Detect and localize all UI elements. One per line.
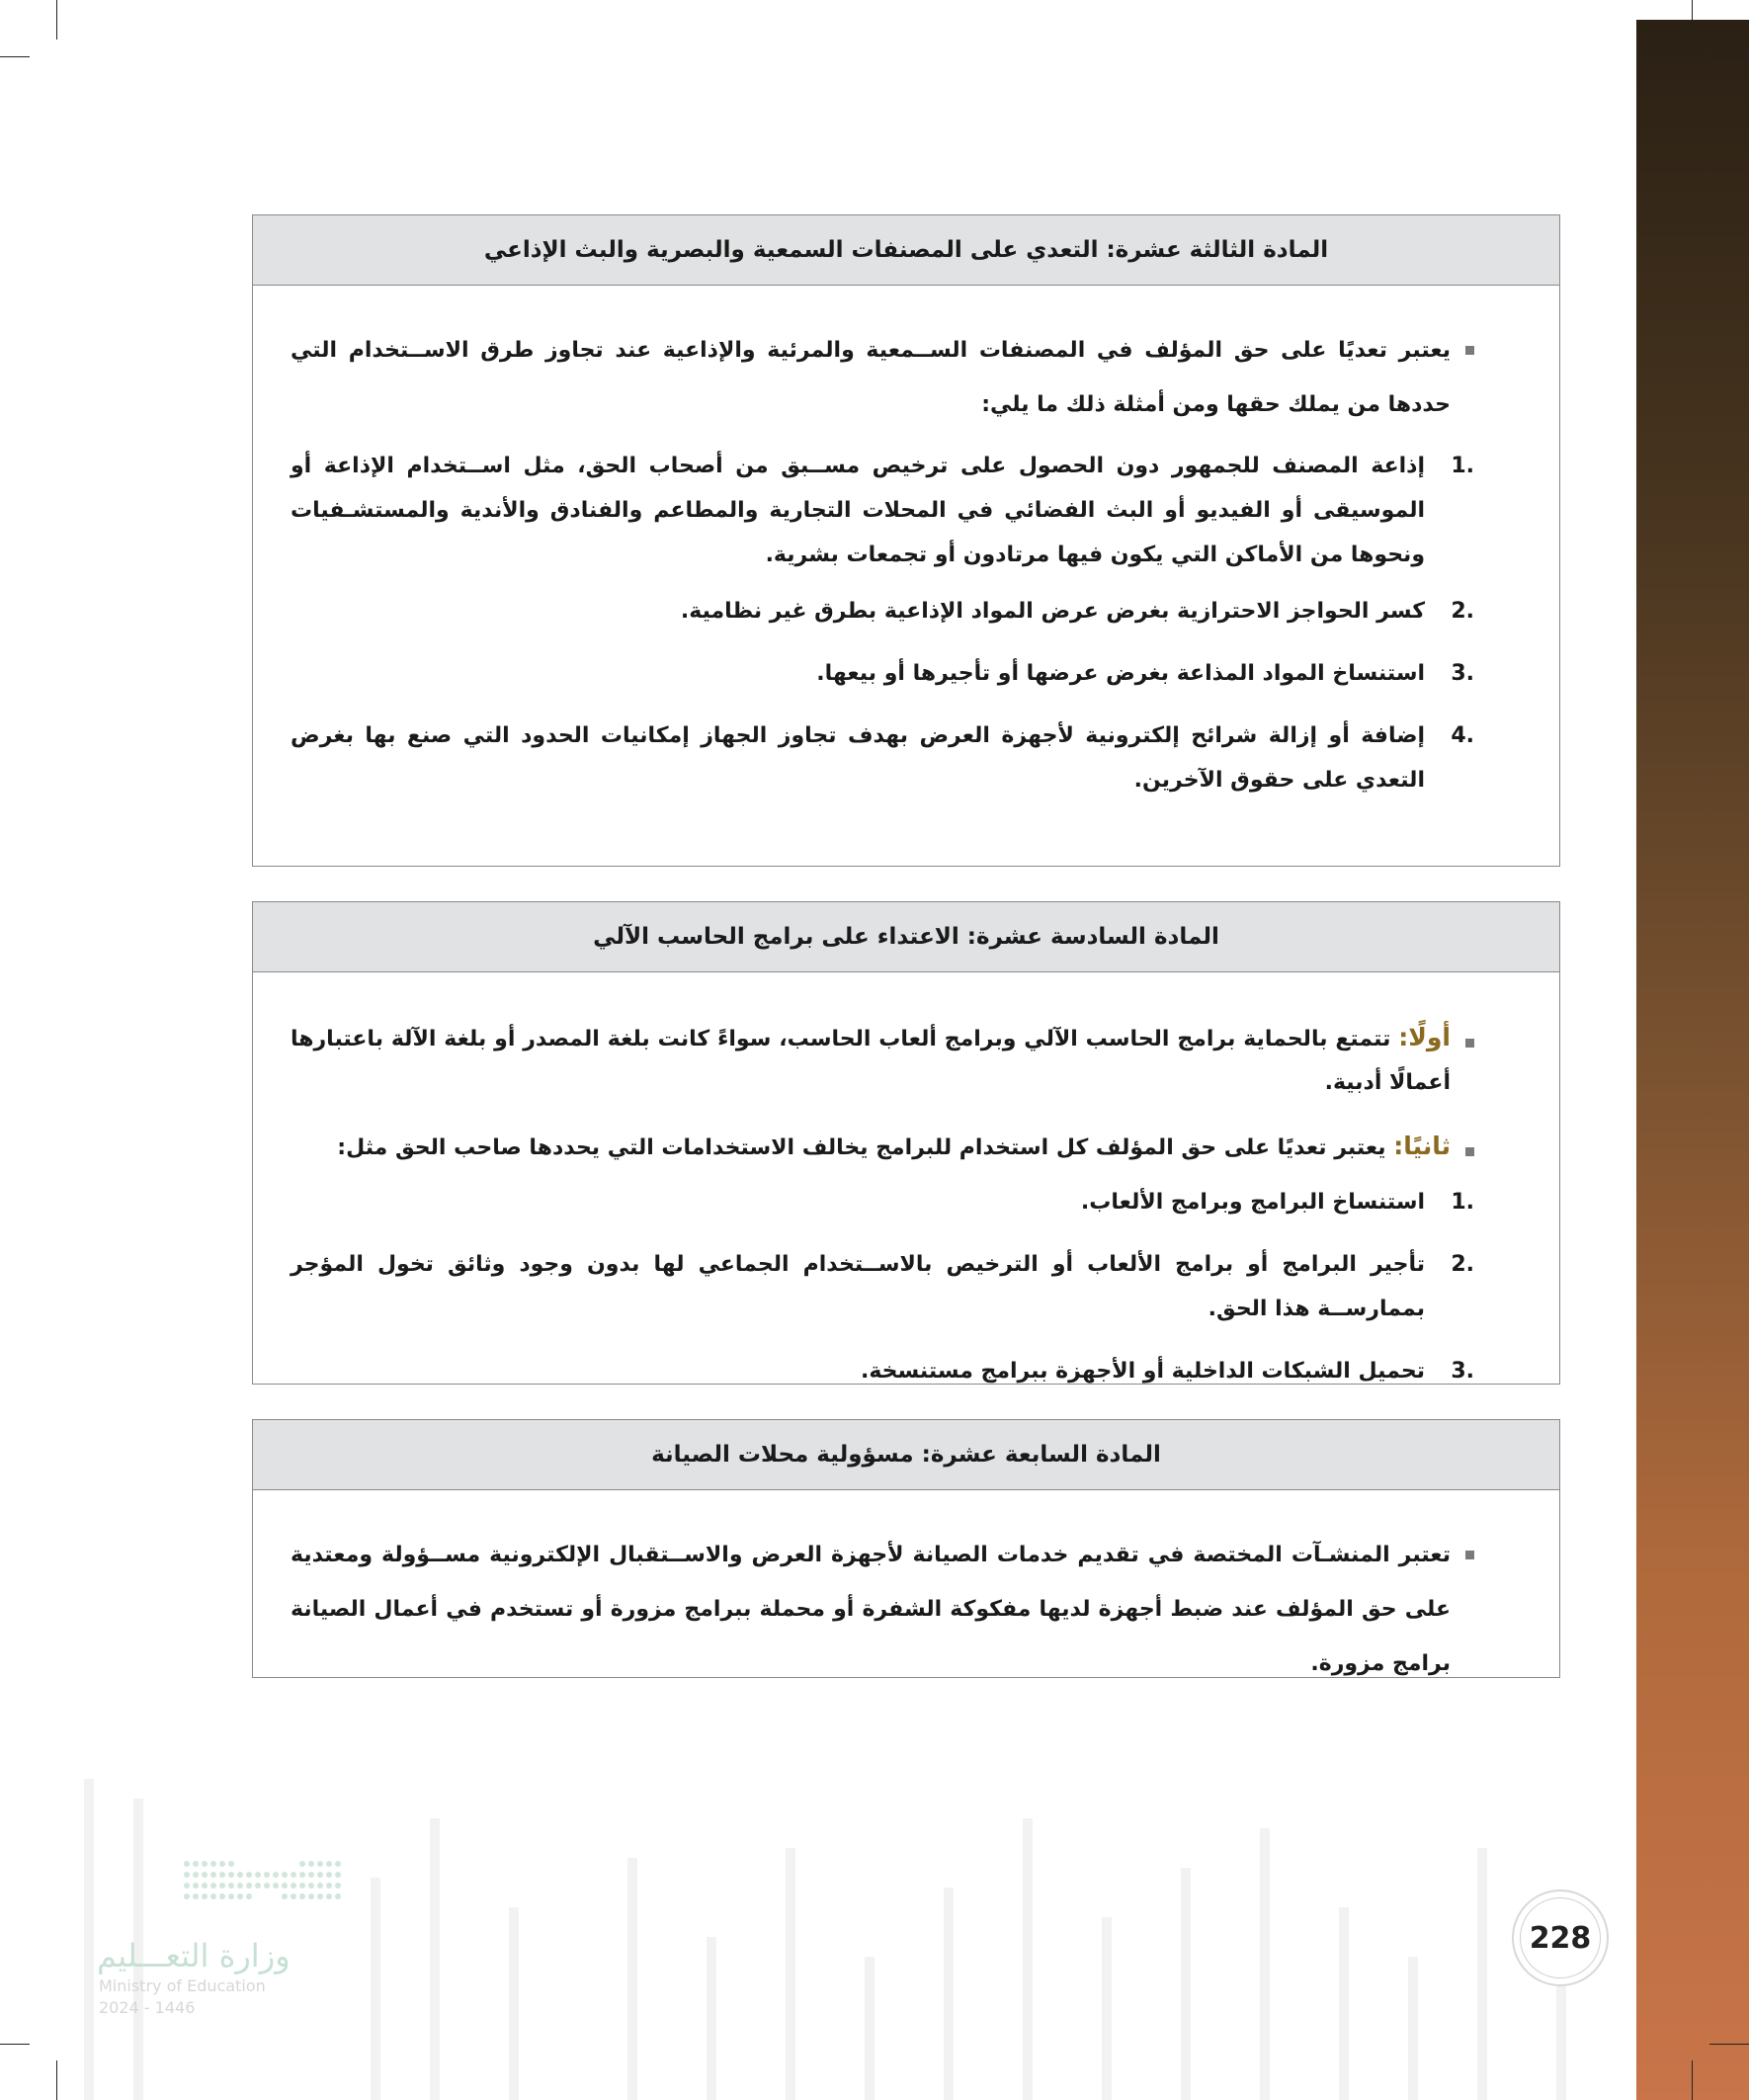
- crop-mark: [1692, 2060, 1693, 2100]
- article-16-first: [291, 1016, 1474, 1105]
- article-17-text: تعتبر المنشـآت المختصة في تقديم خدمات الصيانة لأجهزة العرض والاســتقبال الإلكترونية مســؤولة ومعتدية على حق المؤلف عند ضبط أجهزة لديها مفكوكة الشفرة أو محملة ببرامج مزورة أو تستخدم في أعمال الصيانة برامج مزورة.: [291, 1528, 1474, 1691]
- logo-arabic: وزارة التعـــليم: [97, 1937, 291, 1974]
- article-13-box: [252, 214, 1560, 867]
- list-item: [291, 714, 1474, 802]
- second-lead: ثانيًا:: [1393, 1132, 1451, 1160]
- list-item: [291, 444, 1474, 577]
- article-17-body: [253, 1490, 1559, 1691]
- list-item: [291, 651, 1474, 696]
- list-item: [291, 1180, 1474, 1224]
- article-17-title: [253, 1420, 1559, 1490]
- logo-dots-icon: [181, 1858, 349, 1907]
- page-number-badge: [1512, 1890, 1609, 1986]
- item-number: 2.: [1451, 599, 1474, 624]
- article-16-box: [252, 901, 1560, 1385]
- logo-english: Ministry of Education: [99, 1976, 266, 1995]
- item-number: 3.: [1451, 661, 1474, 686]
- logo-year: 2024 - 1446: [99, 1998, 196, 2017]
- crop-mark: [1709, 56, 1749, 57]
- page-number: 228: [1520, 1897, 1601, 1978]
- article-13-body: [253, 286, 1559, 802]
- second-text: يعتبر تعديًا على حق المؤلف كل استخدام للبرامج يخالف الاستخدامات التي يحددها صاحب الحق مثل:: [337, 1135, 1386, 1160]
- list-item: [291, 589, 1474, 633]
- item-number: 1.: [1451, 1190, 1474, 1215]
- item-text: استنساخ المواد المذاعة بغرض عرضها أو تأجيرها أو بيعها.: [816, 661, 1425, 686]
- crop-mark: [0, 2044, 30, 2045]
- article-17-title-text: المادة السابعة عشرة: مسؤولية محلات الصيانة: [651, 1442, 1161, 1468]
- item-number: 4.: [1451, 723, 1474, 748]
- item-text: تحميل الشبكات الداخلية أو الأجهزة ببرامج مستنسخة.: [860, 1359, 1425, 1384]
- item-text: تأجير البرامج أو برامج الألعاب أو الترخيص بالاســتخدام الجماعي لها بدون وجود وثائق تخول المؤجر بممارســة هذا الحق.: [291, 1252, 1425, 1321]
- article-13-title-text: المادة الثالثة عشرة: التعدي على المصنفات السمعية والبصرية والبث الإذاعي: [483, 237, 1329, 263]
- item-text: كسر الحواجز الاحترازية بغرض عرض المواد الإذاعية بطرق غير نظامية.: [680, 599, 1425, 624]
- first-lead: أولًا:: [1398, 1023, 1451, 1051]
- item-number: 3.: [1451, 1359, 1474, 1384]
- ministry-logo: [97, 1858, 354, 2016]
- crop-mark: [56, 0, 57, 40]
- item-text: استنساخ البرامج وبرامج الألعاب.: [1080, 1190, 1425, 1215]
- list-item: [291, 1242, 1474, 1331]
- first-text: تتمتع بالحماية برامج الحاسب الآلي وبرامج ألعاب الحاسب، سواءً كانت بلغة المصدر أو بلغة الآلة باعتبارها أعمالًا أدبية.: [291, 1027, 1451, 1095]
- article-17-box: [252, 1419, 1560, 1678]
- side-color-band: [1636, 20, 1749, 2100]
- item-number: 1.: [1451, 454, 1474, 478]
- article-16-title-text: المادة السادسة عشرة: الاعتداء على برامج الحاسب الآلي: [593, 924, 1219, 950]
- list-item: [291, 1349, 1474, 1393]
- article-13-intro: يعتبر تعديًا على حق المؤلف في المصنفات الســمعية والمرئية والإذاعية عند تجاوز طرق الاســتخدام التي حددها من يملك حقها ومن أمثلة ذلك ما يلي:: [291, 323, 1474, 432]
- crop-mark: [0, 56, 30, 57]
- item-text: إضافة أو إزالة شرائح إلكترونية لأجهزة العرض بهدف تجاوز الجهاز إمكانيات الحدود التي صنع بها بغرض التعدي على حقوق الآخرين.: [291, 723, 1425, 793]
- item-text: إذاعة المصنف للجمهور دون الحصول على ترخيص مســبق من أصحاب الحق، مثل اســتخدام الإذاعة أو الموسيقى أو الفيديو أو البث الفضائي في المحلات التجارية والمطاعم والفنادق والأندية والمستشـفيات ونحوها من الأماكن التي يكون فيها مرتادون أو تجمعات بشرية.: [291, 454, 1425, 567]
- article-16-body: [253, 972, 1559, 1393]
- crop-mark: [1709, 2044, 1749, 2045]
- article-13-title: [253, 215, 1559, 286]
- crop-mark: [1692, 0, 1693, 40]
- article-16-title: [253, 902, 1559, 972]
- item-number: 2.: [1451, 1252, 1474, 1277]
- crop-mark: [56, 2060, 57, 2100]
- article-16-second: [291, 1125, 1474, 1170]
